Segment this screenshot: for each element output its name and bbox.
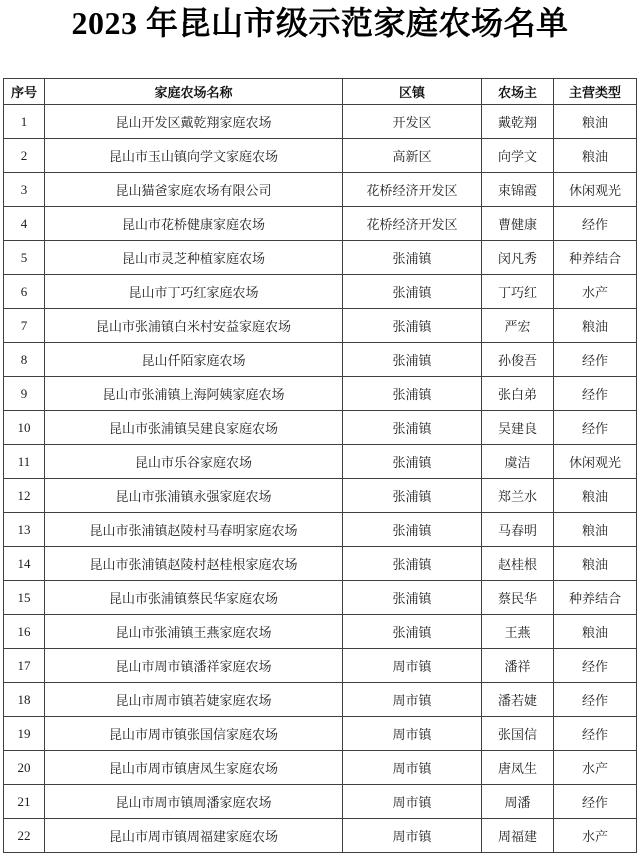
cell-no: 19 [4,717,45,751]
cell-type: 休闲观光 [554,445,637,479]
farm-table [3,78,637,853]
cell-type: 粮油 [554,513,637,547]
table-row [4,207,637,241]
cell-no: 1 [4,105,45,139]
cell-district: 张浦镇 [343,377,482,411]
cell-district: 花桥经济开发区 [343,207,482,241]
cell-district: 周市镇 [343,683,482,717]
cell-name: 昆山市张浦镇永强家庭农场 [45,479,343,513]
table-row [4,751,637,785]
cell-owner: 孙俊吾 [482,343,554,377]
cell-owner: 吴建良 [482,411,554,445]
cell-type: 粮油 [554,615,637,649]
cell-district: 周市镇 [343,751,482,785]
cell-district: 花桥经济开发区 [343,173,482,207]
cell-type: 粮油 [554,547,637,581]
cell-name: 昆山市灵芝种植家庭农场 [45,241,343,275]
cell-name: 昆山市周市镇周潘家庭农场 [45,785,343,819]
table-row [4,615,637,649]
cell-owner: 严宏 [482,309,554,343]
cell-type: 经作 [554,411,637,445]
cell-no: 20 [4,751,45,785]
table-row [4,819,637,853]
cell-type: 经作 [554,649,637,683]
cell-no: 5 [4,241,45,275]
col-header-no: 序号 [4,79,45,105]
cell-district: 开发区 [343,105,482,139]
table-header-row [4,79,637,105]
cell-no: 10 [4,411,45,445]
cell-owner: 张国信 [482,717,554,751]
cell-owner: 曹健康 [482,207,554,241]
cell-district: 周市镇 [343,649,482,683]
cell-district: 张浦镇 [343,615,482,649]
cell-district: 周市镇 [343,717,482,751]
cell-owner: 丁巧红 [482,275,554,309]
cell-name: 昆山开发区戴乾翔家庭农场 [45,105,343,139]
cell-no: 21 [4,785,45,819]
cell-type: 经作 [554,207,637,241]
col-header-district: 区镇 [343,79,482,105]
cell-name: 昆山市花桥健康家庭农场 [45,207,343,241]
cell-type: 经作 [554,343,637,377]
cell-name: 昆山市张浦镇赵陵村马春明家庭农场 [45,513,343,547]
cell-no: 18 [4,683,45,717]
cell-no: 4 [4,207,45,241]
table-row [4,241,637,275]
cell-no: 2 [4,139,45,173]
table-row [4,139,637,173]
cell-district: 周市镇 [343,785,482,819]
cell-name: 昆山市周市镇潘祥家庭农场 [45,649,343,683]
cell-no: 8 [4,343,45,377]
cell-district: 张浦镇 [343,479,482,513]
table-row [4,581,637,615]
cell-owner: 郑兰水 [482,479,554,513]
cell-name: 昆山市张浦镇白米村安益家庭农场 [45,309,343,343]
cell-no: 15 [4,581,45,615]
cell-owner: 蔡民华 [482,581,554,615]
cell-owner: 赵桂根 [482,547,554,581]
cell-no: 14 [4,547,45,581]
cell-name: 昆山市玉山镇向学文家庭农场 [45,139,343,173]
cell-name: 昆山仟陌家庭农场 [45,343,343,377]
cell-name: 昆山市周市镇唐凤生家庭农场 [45,751,343,785]
table-row [4,275,637,309]
cell-name: 昆山市周市镇张国信家庭农场 [45,717,343,751]
cell-district: 张浦镇 [343,309,482,343]
cell-owner: 束锦霞 [482,173,554,207]
cell-district: 张浦镇 [343,547,482,581]
cell-owner: 王燕 [482,615,554,649]
cell-type: 粮油 [554,479,637,513]
table-row [4,411,637,445]
cell-owner: 虞洁 [482,445,554,479]
cell-name: 昆山市丁巧红家庭农场 [45,275,343,309]
page-title: 2023 年昆山市级示范家庭农场名单 [71,5,569,41]
table-row [4,309,637,343]
cell-type: 粮油 [554,105,637,139]
table-row [4,377,637,411]
cell-type: 经作 [554,717,637,751]
cell-type: 种养结合 [554,581,637,615]
cell-owner: 周潘 [482,785,554,819]
cell-owner: 潘若婕 [482,683,554,717]
cell-no: 3 [4,173,45,207]
table-row [4,785,637,819]
cell-no: 9 [4,377,45,411]
table-row [4,683,637,717]
col-header-type: 主营类型 [554,79,637,105]
cell-district: 张浦镇 [343,513,482,547]
table-row [4,513,637,547]
cell-no: 13 [4,513,45,547]
document-page [0,4,640,864]
cell-type: 粮油 [554,139,637,173]
table-row [4,547,637,581]
cell-district: 张浦镇 [343,411,482,445]
cell-name: 昆山市张浦镇赵陵村赵桂根家庭农场 [45,547,343,581]
cell-district: 张浦镇 [343,275,482,309]
cell-type: 水产 [554,819,637,853]
cell-owner: 闵凡秀 [482,241,554,275]
cell-type: 经作 [554,377,637,411]
cell-name: 昆山市张浦镇蔡民华家庭农场 [45,581,343,615]
cell-owner: 唐凤生 [482,751,554,785]
cell-name: 昆山市周市镇若婕家庭农场 [45,683,343,717]
table-row [4,173,637,207]
table-row [4,343,637,377]
table-row [4,479,637,513]
table-body [4,105,637,853]
cell-name: 昆山猫爸家庭农场有限公司 [45,173,343,207]
cell-name: 昆山市乐谷家庭农场 [45,445,343,479]
cell-type: 经作 [554,785,637,819]
cell-no: 16 [4,615,45,649]
cell-owner: 向学文 [482,139,554,173]
table-row [4,445,637,479]
cell-type: 水产 [554,751,637,785]
cell-no: 11 [4,445,45,479]
cell-name: 昆山市张浦镇吴建良家庭农场 [45,411,343,445]
col-header-name: 家庭农场名称 [45,79,343,105]
cell-district: 张浦镇 [343,343,482,377]
cell-type: 种养结合 [554,241,637,275]
col-header-owner: 农场主 [482,79,554,105]
cell-owner: 张白弟 [482,377,554,411]
cell-district: 张浦镇 [343,241,482,275]
cell-no: 7 [4,309,45,343]
table-header [4,79,637,105]
cell-owner: 周福建 [482,819,554,853]
cell-no: 12 [4,479,45,513]
cell-owner: 潘祥 [482,649,554,683]
cell-district: 高新区 [343,139,482,173]
cell-name: 昆山市张浦镇王燕家庭农场 [45,615,343,649]
table-row [4,649,637,683]
cell-name: 昆山市周市镇周福建家庭农场 [45,819,343,853]
cell-district: 周市镇 [343,819,482,853]
cell-type: 粮油 [554,309,637,343]
cell-district: 张浦镇 [343,581,482,615]
cell-name: 昆山市张浦镇上海阿姨家庭农场 [45,377,343,411]
table-row [4,105,637,139]
cell-no: 17 [4,649,45,683]
cell-type: 水产 [554,275,637,309]
cell-district: 张浦镇 [343,445,482,479]
cell-owner: 戴乾翔 [482,105,554,139]
cell-type: 休闲观光 [554,173,637,207]
cell-no: 22 [4,819,45,853]
table-row [4,717,637,751]
cell-owner: 马春明 [482,513,554,547]
cell-type: 经作 [554,683,637,717]
cell-no: 6 [4,275,45,309]
